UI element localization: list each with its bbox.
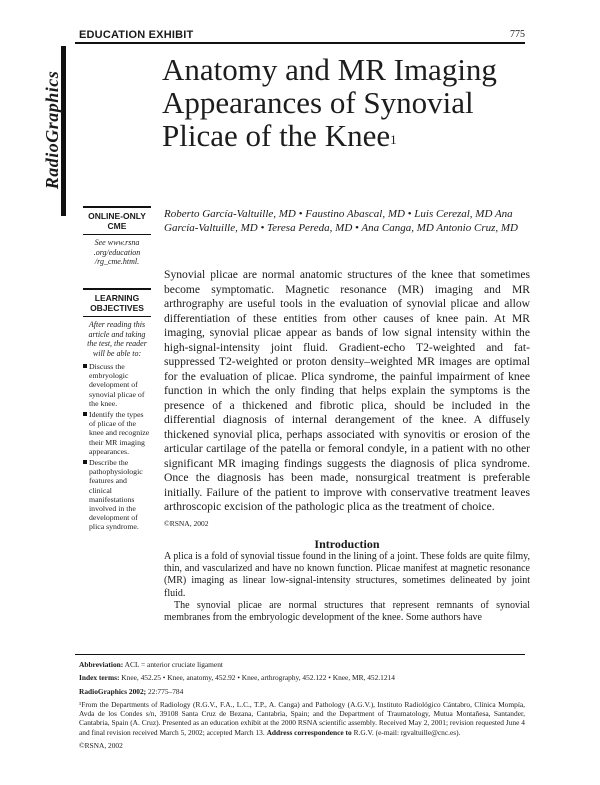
index-terms <box>79 673 525 682</box>
affiliation-note <box>79 700 525 737</box>
objective-text: Describe the pathophysiologic features and clinical manifestations involved in the development of plica syndrome. <box>89 458 143 532</box>
header-divider <box>75 42 525 44</box>
body-paragraph: A plica is a fold of synovial tissue found in the lining of a joint. These folds are quite filmy, thin, and vascularized and have no known function. Plicae manifest at magnetic resonance (MR) imaging as linear low-signal-intensity structures, sometimes delineated by joint fluid. <box>164 551 530 599</box>
list-item <box>83 362 151 408</box>
abbreviation-label: Abbreviation: <box>79 660 124 669</box>
title-text: Anatomy and MR Imaging Appearances of Synovial Plicae of the Knee <box>162 52 497 153</box>
abstract-copyright: ©RSNA, 2002 <box>164 519 209 528</box>
objective-text: Discuss the embryologic development of synovial plicae of the knee. <box>89 362 145 408</box>
cme-sidebar <box>83 206 151 267</box>
footnote-divider <box>75 654 525 655</box>
objectives-sidebar <box>83 288 151 534</box>
citation-pages: 22:775–784 <box>146 687 184 696</box>
cme-sub-rule <box>83 234 151 235</box>
objectives-sub-rule <box>83 316 151 317</box>
affiliation-text: ¹From the Departments of Radiology (R.G.V., F.A., L.C., T.P., A. Canga) and Pathology (A.G.V.), Instituto Radiológico Cántabro, Clínica Mompía, Avda de los Condes s/n, 39108 Santa Cruz de Bezana, Cantabria, Spain; and the Department of Traumatology, Mutua Montañesa, Santander, Cantabria, Spain (A. Cruz). Presented as an education exhibit at the 2000 RSNA scientific assembly. Received May 2, 2001; revision requested June 4 and final revision received March 5, 2002; accepted March 13. <box>79 700 525 737</box>
correspondence-label: Address correspondence to <box>266 727 352 737</box>
body-paragraph: The synovial plicae are normal structures that represent remnants of synovial membranes from the embryologic development of the knee. Some authors have <box>164 600 530 624</box>
index-label: Index terms: <box>79 673 120 682</box>
journal-brand <box>40 46 74 216</box>
title-footnote-marker: 1 <box>390 132 397 147</box>
cme-title: ONLINE-ONLY CME <box>88 211 146 231</box>
objectives-intro: After reading this article and taking the test, the reader will be able to: <box>87 320 147 358</box>
abbreviation-note <box>79 660 525 669</box>
journal-logo-text: RadioGraphics <box>42 70 62 190</box>
cme-link[interactable]: See www.rsna .org/education /rg_cme.html. <box>93 238 141 266</box>
article-title <box>162 53 542 152</box>
square-bullet-icon <box>83 412 87 416</box>
page-number: 775 <box>510 29 525 40</box>
square-bullet-icon <box>83 364 87 368</box>
objectives-top-rule <box>83 288 151 290</box>
list-item <box>83 410 151 456</box>
square-bullet-icon <box>83 460 87 464</box>
citation-journal: RadioGraphics 2002; <box>79 687 147 696</box>
index-text: Knee, 452.25 • Knee, anatomy, 452.92 • Knee, arthrography, 452.122 • Knee, MR, 452.1214 <box>121 673 395 682</box>
objectives-title: LEARNING OBJECTIVES <box>90 293 144 313</box>
list-item <box>83 458 151 532</box>
cme-top-rule <box>83 206 151 208</box>
citation <box>79 687 525 696</box>
correspondence-text[interactable]: R.G.V. (e-mail: rgvaltuille@cnc.es). <box>353 727 461 737</box>
abstract: Synovial plicae are normal anatomic structures of the knee that sometimes become symptomatic. Magnetic resonance (MR) imaging and MR arthrography are useful tools in the evaluation of synovial plicae and allow differentiation of these entities from other causes of knee pain. At MR imaging, synovial plicae appear as bands of low signal intensity within the high-signal-intensity joint fluid. Gradient-echo T2-weighted and fat-suppressed T2-weighted or proton density–weighted MR images are optimal for the evaluation of plicae. Plica syndrome, the painful impairment of knee function in which the only finding that helps explain the symptoms is the presence of a thickened and fibrotic plica, should be included in the differential diagnosis of internal derangement of the knee. A diffusely thickened synovial plica, perhaps associated with synovitis or erosion of the articular cartilage of the patella or femoral condyle, in a patient with no other significant MR imaging findings suggests the diagnosis of plica syndrome. Once the diagnosis has been made, nonsurgical treatment is preferable initially. Failure of the patient to improve with conservative treatment leaves arthroscopic excision of the pathologic plica as the treatment of choice. <box>164 268 530 513</box>
section-label: EDUCATION EXHIBIT <box>79 29 194 41</box>
section-heading: Introduction <box>314 537 380 551</box>
abbreviation-text: ACL = anterior cruciate ligament <box>124 660 223 669</box>
objective-text: Identify the types of plicae of the knee and recognize their MR imaging appearances. <box>89 410 150 456</box>
footer-copyright: ©RSNA, 2002 <box>79 741 123 750</box>
author-list: Roberto García-Valtuille, MD • Faustino Abascal, MD • Luis Cerezal, MD Ana García-Valtuille, MD • Teresa Pereda, MD • Ana Canga, MD Antonio Cruz, MD <box>164 208 518 234</box>
objectives-list <box>83 362 151 532</box>
